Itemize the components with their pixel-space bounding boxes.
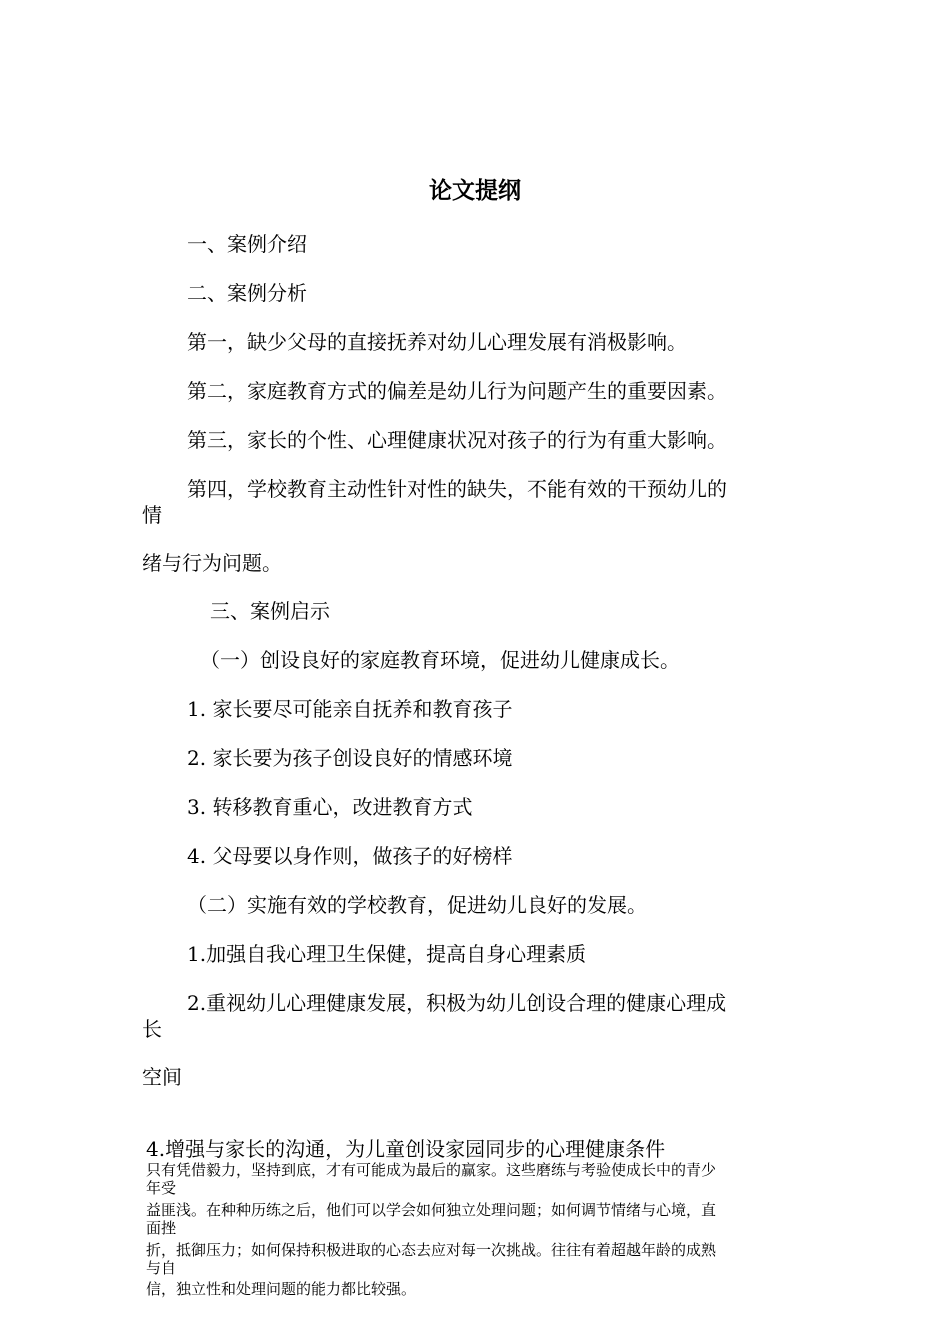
body-line-2: 益匪浅。在种种历练之后，他们可以学会如何独立处理问题；如何调节情绪与心境，直 [146,1201,717,1219]
subsection-1-item-4: 4. 父母要以身作则，做孩子的好榜样 [187,844,513,868]
body-line-1-wrap: 年受 [146,1179,177,1197]
subsection-2-item-2-wrap: 长 [142,1017,162,1041]
analysis-point-3: 第三，家长的个性、心理健康状况对孩子的行为有重大影响。 [187,428,727,452]
page-title: 论文提纲 [429,178,521,204]
subsection-2-item-2: 2.重视幼儿心理健康发展，积极为幼儿创设合理的健康心理成 [187,991,727,1015]
analysis-point-2: 第二，家庭教育方式的偏差是幼儿行为问题产生的重要因素。 [187,379,727,403]
subsection-1-heading: （一）创设良好的家庭教育环境，促进幼儿健康成长。 [200,648,680,672]
body-line-3-wrap: 与自 [146,1259,177,1277]
body-line-4: 信，独立性和处理问题的能力都比较强。 [146,1280,417,1298]
subsection-2-item-2-cont: 空间 [142,1065,182,1089]
analysis-point-4-wrap: 情 [142,503,162,527]
subsection-1-item-3: 3. 转移教育重心，改进教育方式 [187,795,473,819]
subsection-2-item-4: 4.增强与家长的沟通，为儿童创设家园同步的心理健康条件 [146,1137,666,1161]
outline-heading-1: 一、案例介绍 [187,232,307,256]
outline-heading-3: 三、案例启示 [210,599,330,623]
subsection-1-item-1: 1. 家长要尽可能亲自抚养和教育孩子 [187,697,513,721]
body-line-2-wrap: 面挫 [146,1219,177,1237]
body-line-1: 只有凭借毅力，坚持到底，才有可能成为最后的赢家。这些磨练与考验使成长中的青少 [146,1161,717,1179]
subsection-2-heading: （二）实施有效的学校教育，促进幼儿良好的发展。 [187,893,647,917]
analysis-point-1: 第一，缺少父母的直接抚养对幼儿心理发展有消极影响。 [187,330,687,354]
analysis-point-4: 第四，学校教育主动性针对性的缺失，不能有效的干预幼儿的 [187,477,727,501]
analysis-point-4-cont: 绪与行为问题。 [142,551,282,575]
subsection-2-item-1: 1.加强自我心理卫生保健，提高自身心理素质 [187,942,587,966]
outline-heading-2: 二、案例分析 [187,281,307,305]
body-line-3: 折，抵御压力；如何保持积极进取的心态去应对每一次挑战。往往有着超越年龄的成熟 [146,1241,717,1259]
subsection-1-item-2: 2. 家长要为孩子创设良好的情感环境 [187,746,513,770]
